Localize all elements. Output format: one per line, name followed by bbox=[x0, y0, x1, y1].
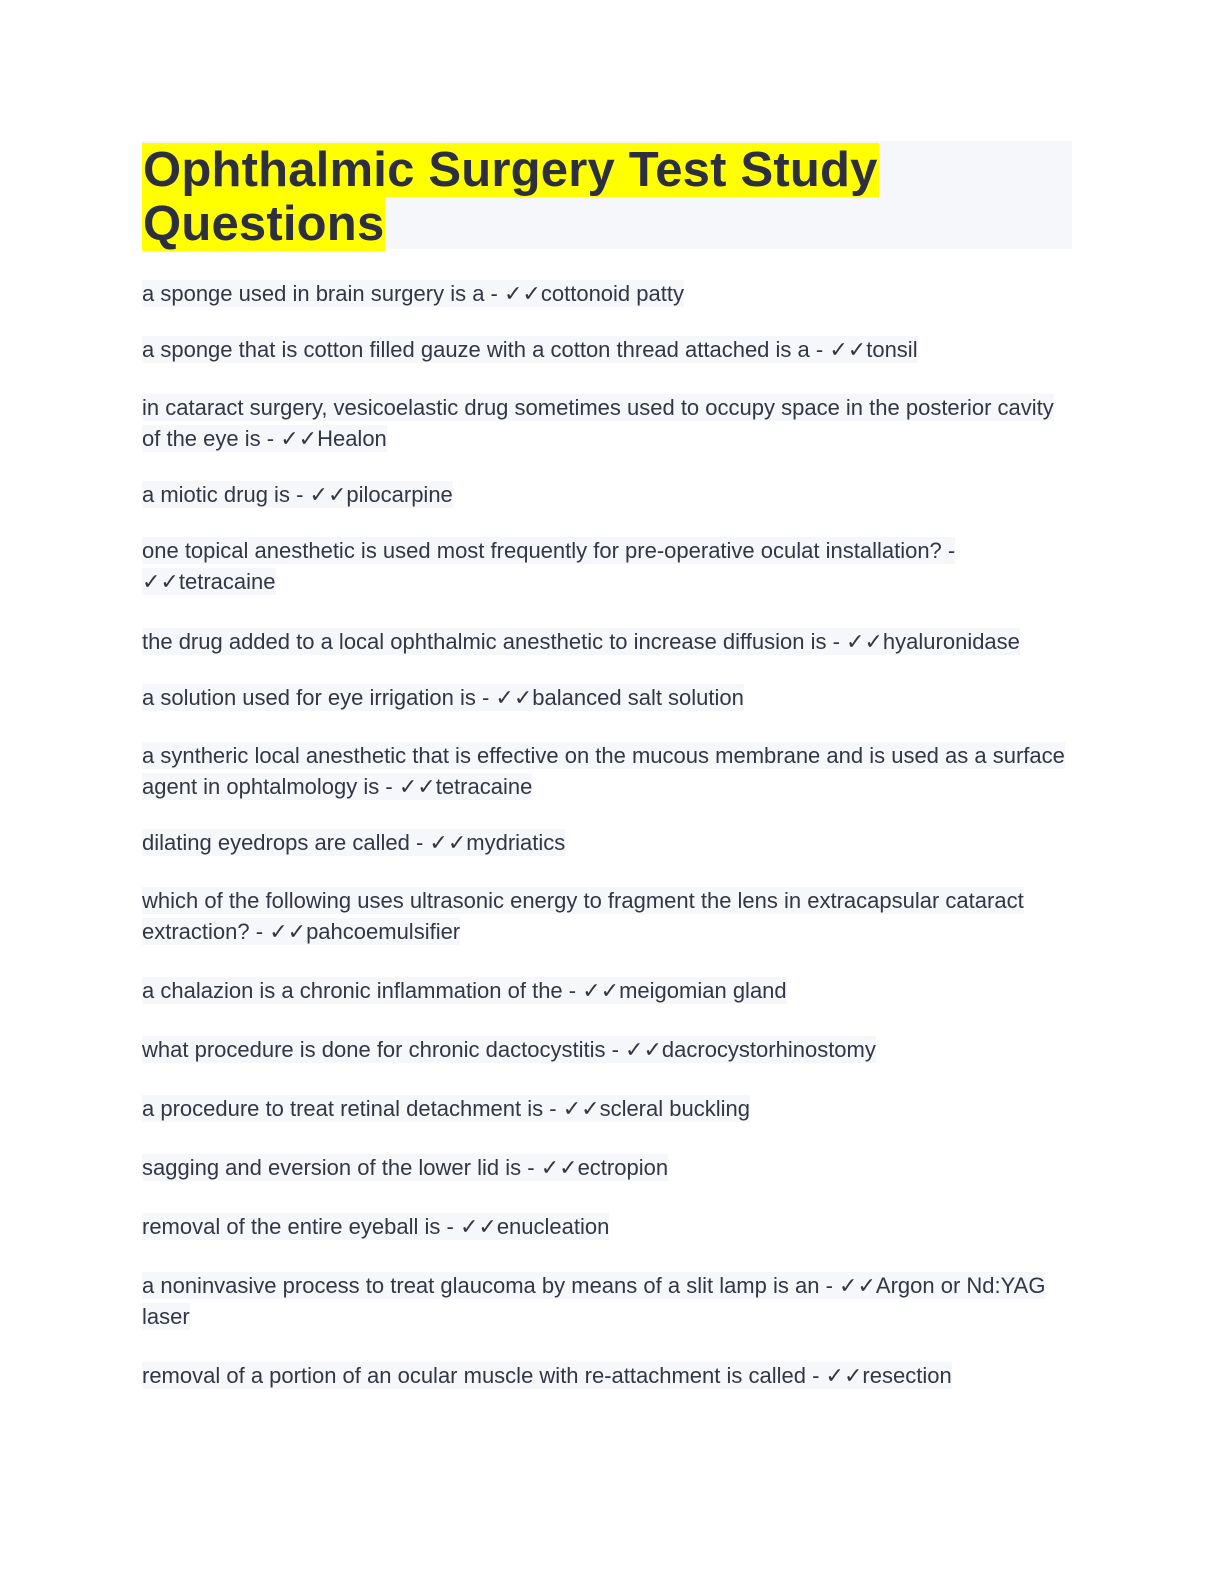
answer-text: mydriatics bbox=[466, 830, 566, 855]
question-item-text bbox=[142, 742, 1065, 800]
question-item-text bbox=[142, 537, 955, 595]
question-text: removal of a portion of an ocular muscle with re-attachment is called bbox=[142, 1363, 806, 1388]
check-mark-icon: ✓✓ bbox=[562, 1096, 600, 1121]
question-item-text bbox=[142, 887, 1024, 945]
question-item bbox=[142, 827, 1072, 858]
answer-text: pilocarpine bbox=[346, 482, 453, 507]
question-text: a chalazion is a chronic inflammation of the bbox=[142, 978, 563, 1003]
question-item-text bbox=[142, 684, 744, 711]
question-item-text bbox=[142, 829, 565, 856]
question-separator: - bbox=[941, 538, 956, 563]
question-text: removal of the entire eyeball is bbox=[142, 1214, 441, 1239]
check-mark-icon: ✓✓ bbox=[825, 1363, 863, 1388]
question-separator: - bbox=[440, 1214, 460, 1239]
question-text: which of the following uses ultrasonic energy to fragment the lens in extracapsular cataract extraction? bbox=[142, 888, 1024, 944]
question-item bbox=[142, 1211, 1072, 1242]
check-mark-icon: ✓✓ bbox=[309, 482, 347, 507]
check-mark-icon: ✓✓ bbox=[398, 774, 436, 799]
check-mark-icon: ✓✓ bbox=[504, 281, 541, 306]
question-separator: - bbox=[484, 281, 504, 306]
question-separator: - bbox=[826, 629, 847, 654]
question-item bbox=[142, 334, 1072, 365]
question-text: a solution used for eye irrigation is bbox=[142, 685, 476, 710]
question-text: dilating eyedrops are called bbox=[142, 830, 410, 855]
question-item-text bbox=[142, 1213, 609, 1240]
question-item bbox=[142, 975, 1072, 1006]
answer-text: dacrocystorhinostomy bbox=[661, 1037, 876, 1062]
answer-text: tonsil bbox=[866, 337, 918, 362]
answer-text: tetracaine bbox=[435, 774, 533, 799]
answer-text: meigomian gland bbox=[619, 978, 787, 1003]
question-item bbox=[142, 682, 1072, 713]
question-item-text bbox=[142, 280, 684, 307]
question-item bbox=[142, 1360, 1072, 1391]
answer-text: balanced salt solution bbox=[532, 685, 744, 710]
answer-text: Healon bbox=[317, 426, 387, 451]
question-item-text bbox=[142, 481, 453, 508]
answer-text: scleral buckling bbox=[599, 1096, 750, 1121]
answer-text: enucleation bbox=[496, 1214, 610, 1239]
question-item-text bbox=[142, 977, 787, 1004]
question-text: a noninvasive process to treat glaucoma by means of a slit lamp is an bbox=[142, 1273, 820, 1298]
check-mark-icon: ✓✓ bbox=[459, 1214, 497, 1239]
question-separator: - bbox=[543, 1096, 563, 1121]
question-item bbox=[142, 626, 1072, 657]
document-title bbox=[142, 143, 1072, 251]
question-text: a syntheric local anesthetic that is effective on the mucous membrane and is used as a surface agent in ophtalmology is bbox=[142, 743, 1065, 799]
question-item bbox=[142, 1093, 1072, 1124]
question-item-text bbox=[142, 1154, 668, 1181]
question-item-text bbox=[142, 628, 1020, 655]
question-text: a miotic drug is bbox=[142, 482, 290, 507]
question-text: a sponge used in brain surgery is a bbox=[142, 281, 485, 306]
question-item bbox=[142, 535, 1072, 597]
question-separator: - bbox=[289, 482, 310, 507]
question-item-text bbox=[142, 1036, 876, 1063]
title-block bbox=[142, 141, 1072, 249]
check-mark-icon: ✓✓ bbox=[269, 919, 307, 944]
check-mark-icon: ✓✓ bbox=[280, 426, 318, 451]
question-separator: - bbox=[562, 978, 583, 1003]
document-title-text: Ophthalmic Surgery Test Study Questions bbox=[143, 143, 878, 251]
question-text: in cataract surgery, vesicoelastic drug sometimes used to occupy space in the posterior cavity of the eye is bbox=[142, 395, 1054, 451]
question-item bbox=[142, 1152, 1072, 1183]
question-separator: - bbox=[805, 1363, 826, 1388]
question-item bbox=[142, 740, 1072, 802]
question-separator: - bbox=[379, 774, 399, 799]
check-mark-icon: ✓✓ bbox=[846, 629, 883, 654]
question-text: sagging and eversion of the lower lid is bbox=[142, 1155, 522, 1180]
answer-text: Argon or Nd:YAG laser bbox=[142, 1273, 1046, 1329]
question-item bbox=[142, 885, 1072, 947]
question-item bbox=[142, 278, 1072, 309]
answer-text: ectropion bbox=[577, 1155, 669, 1180]
question-item-text bbox=[142, 336, 918, 363]
check-mark-icon: ✓✓ bbox=[625, 1037, 662, 1062]
question-text: the drug added to a local ophthalmic anesthetic to increase diffusion is bbox=[142, 629, 827, 654]
question-text: a sponge that is cotton filled gauze with a cotton thread attached is a bbox=[142, 337, 810, 362]
question-separator: - bbox=[809, 337, 830, 362]
check-mark-icon: ✓✓ bbox=[839, 1273, 876, 1298]
check-mark-icon: ✓✓ bbox=[495, 685, 533, 710]
answer-text: pahcoemulsifier bbox=[306, 919, 461, 944]
check-mark-icon: ✓✓ bbox=[540, 1155, 578, 1180]
check-mark-icon: ✓✓ bbox=[429, 830, 467, 855]
question-text: one topical anesthetic is used most frequently for pre-operative oculat installation? bbox=[142, 538, 942, 563]
question-item-text bbox=[142, 1095, 750, 1122]
question-item bbox=[142, 1034, 1072, 1065]
question-separator: - bbox=[249, 919, 270, 944]
question-item-text bbox=[142, 1272, 1045, 1330]
question-separator: - bbox=[521, 1155, 541, 1180]
question-separator: - bbox=[819, 1273, 840, 1298]
question-separator: - bbox=[409, 830, 430, 855]
document-page bbox=[142, 141, 1072, 1391]
check-mark-icon: ✓✓ bbox=[829, 337, 867, 362]
question-item bbox=[142, 392, 1072, 454]
question-text: a procedure to treat retinal detachment is bbox=[142, 1096, 544, 1121]
check-mark-icon: ✓✓ bbox=[582, 978, 620, 1003]
answer-text: hyaluronidase bbox=[882, 629, 1020, 654]
question-item bbox=[142, 1270, 1072, 1332]
question-text: what procedure is done for chronic dactocystitis bbox=[142, 1037, 606, 1062]
question-separator: - bbox=[605, 1037, 626, 1062]
answer-text: resection bbox=[862, 1363, 952, 1388]
question-separator: - bbox=[475, 685, 496, 710]
answer-text: tetracaine bbox=[178, 569, 276, 594]
question-item bbox=[142, 479, 1072, 510]
check-mark-icon: ✓✓ bbox=[142, 569, 179, 594]
question-separator: - bbox=[260, 426, 281, 451]
answer-text: cottonoid patty bbox=[540, 281, 684, 306]
question-item-text bbox=[142, 394, 1054, 452]
question-item-text bbox=[142, 1362, 952, 1389]
question-list bbox=[142, 278, 1072, 1391]
